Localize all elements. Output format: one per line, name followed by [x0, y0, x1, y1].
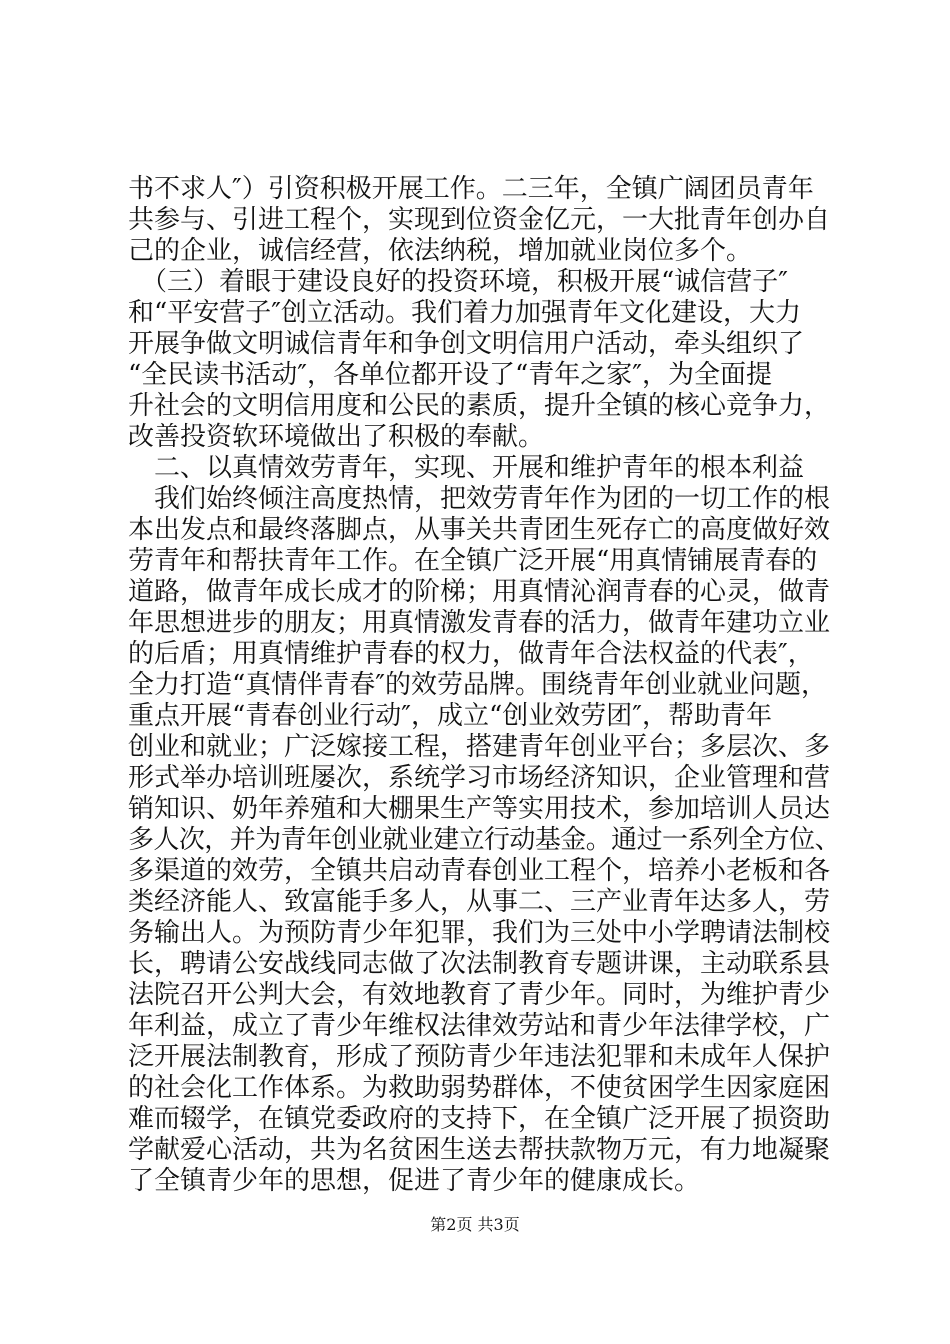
text-line: 开展争做文明诚信青年和争创文明信用户活动，牵头组织了: [128, 329, 805, 359]
text-line: 劳青年和帮扶青年工作。在全镇广泛开展“用真情铺展青春的: [128, 546, 818, 576]
text-line: 改善投资软环境做出了积极的奉献。: [128, 422, 545, 452]
text-line: 务输出人。为预防青少年犯罪，我们为三处中小学聘请法制校: [128, 918, 831, 948]
text-line: 难而辍学，在镇党委政府的支持下，在全镇广泛开展了损资助: [128, 1104, 831, 1134]
text-line: 书不求人″）引资积极开展工作。二三年，全镇广阔团员青年: [128, 174, 814, 204]
text-line: 销知识、奶年养殖和大棚果生产等实用技术，参加培训人员达: [128, 794, 831, 824]
text-line: 了全镇青少年的思想，促进了青少年的健康成长。: [128, 1166, 701, 1196]
text-line: 泛开展法制教育，形成了预防青少年违法犯罪和未成年人保护: [128, 1042, 831, 1072]
text-line: 的后盾；用真情维护青春的权力，做青年合法权益的代表″，: [128, 639, 814, 669]
text-line: 和“平安营子″创立活动。我们着力加强青年文化建设，大力: [128, 298, 802, 328]
text-line: 全力打造“真情伴青春″的效劳品牌。围绕青年创业就业问题，: [128, 670, 828, 700]
text-line: 道路，做青年成长成才的阶梯；用真情沁润青春的心灵，做青: [128, 577, 831, 607]
text-line: 长，聘请公安战线同志做了次法制教育专题讲课，主动联系县: [128, 949, 831, 979]
text-line: 的社会化工作体系。为救助弱势群体，不使贫困学生因家庭困: [128, 1073, 831, 1103]
text-line: 本出发点和最终落脚点，从事关共青团生死存亡的高度做好效: [128, 515, 831, 545]
text-line: “全民读书活动″，各单位都开设了“青年之家″，为全面提: [128, 360, 773, 390]
text-line: （三）着眼于建设良好的投资环境，积极开展“诚信营子″: [128, 267, 789, 297]
text-line: 我们始终倾注高度热情，把效劳青年作为团的一切工作的根: [128, 484, 831, 514]
text-line: 共参与、引进工程个，实现到位资金亿元，一大批青年创办自: [128, 205, 831, 235]
page-footer: 第2页 共3页: [430, 1215, 520, 1234]
text-line: 重点开展“青春创业行动″，成立“创业效劳团″，帮助青年: [128, 701, 773, 731]
text-line: 多人次，并为青年创业就业建立行动基金。通过一系列全方位、: [128, 825, 840, 855]
text-line: 类经济能人、致富能手多人，从事二、三产业青年达多人，劳: [128, 887, 831, 917]
text-line: 二、以真情效劳青年，实现、开展和维护青年的根本利益: [128, 453, 805, 483]
text-line: 多渠道的效劳，全镇共启动青春创业工程个，培养小老板和各: [128, 856, 831, 886]
text-line: 创业和就业；广泛嫁接工程，搭建青年创业平台；多层次、多: [128, 732, 831, 762]
text-line: 形式举办培训班屡次，系统学习市场经济知识，企业管理和营: [128, 763, 831, 793]
text-line: 法院召开公判大会，有效地教育了青少年。同时，为维护青少: [128, 980, 831, 1010]
text-line: 年思想进步的朋友；用真情激发青春的活力，做青年建功立业: [128, 608, 831, 638]
text-line: 己的企业，诚信经营，依法纳税，增加就业岗位多个。: [128, 236, 753, 266]
text-line: 升社会的文明信用度和公民的素质，提升全镇的核心竞争力，: [128, 391, 831, 421]
text-line: 年利益，成立了青少年维权法律效劳站和青少年法律学校，广: [128, 1011, 831, 1041]
text-line: 学献爱心活动，共为名贫困生送去帮扶款物万元，有力地凝聚: [128, 1135, 831, 1165]
body-text: [128, 174, 840, 1197]
